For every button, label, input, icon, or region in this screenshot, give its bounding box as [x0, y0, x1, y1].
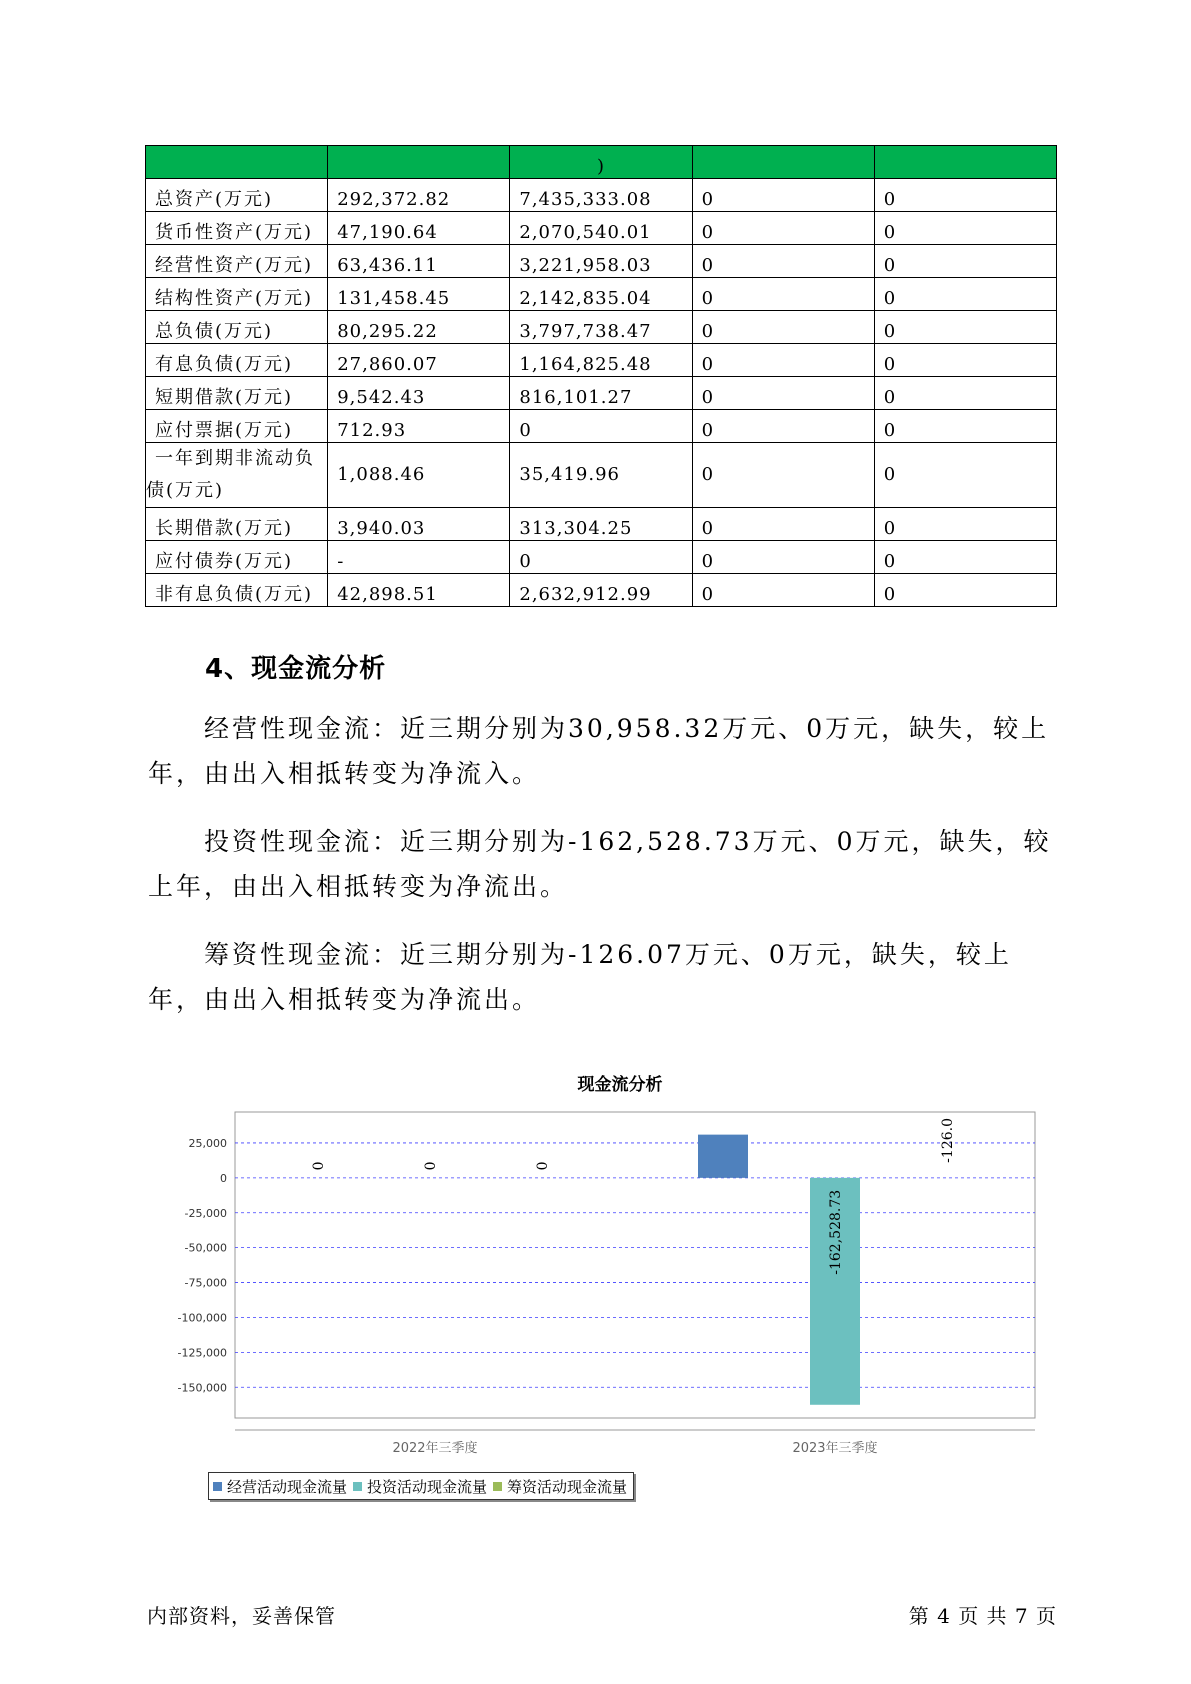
footer-confidential-note: 内部资料，妥善保管	[147, 1604, 336, 1628]
chart-title: 现金流分析	[577, 1075, 663, 1095]
table-cell: 0	[510, 541, 692, 574]
table-cell: 0	[692, 443, 874, 508]
table-cell: 0	[692, 377, 874, 410]
table-cell: 80,295.22	[328, 311, 510, 344]
table-row	[146, 541, 1057, 574]
data-label: -162,528.73	[828, 1189, 844, 1275]
table-cell: 63,436.11	[328, 245, 510, 278]
table-row	[146, 344, 1057, 377]
table-cell: 0	[874, 410, 1056, 443]
table-cell: 292,372.82	[328, 179, 510, 212]
table-row	[146, 179, 1057, 212]
table-cell: 0	[692, 245, 874, 278]
legend-label: 经营活动现金流量	[227, 1477, 348, 1496]
y-tick-label: -25,000	[184, 1206, 227, 1220]
table-cell: 0	[692, 278, 874, 311]
table-row-label: 有息负债(万元)	[146, 344, 328, 377]
chart-canvas	[150, 1048, 1050, 1468]
table-row	[146, 574, 1057, 607]
table-cell: 0	[510, 410, 692, 443]
table-cell: 35,419.96	[510, 443, 692, 508]
table-cell: 0	[874, 212, 1056, 245]
table-cell: 0	[874, 278, 1056, 311]
legend-label: 筹资活动现金流量	[507, 1477, 628, 1496]
table-cell: 2,070,540.01	[510, 212, 692, 245]
operating-cashflow-paragraph: 经营性现金流：近三期分别为30,958.32万元、0万元，缺失，较上年，由出入相抵转变为净流入。	[148, 714, 1050, 788]
table-row	[146, 443, 1057, 508]
table-row-label: 应付票据(万元)	[146, 410, 328, 443]
table-cell: 0	[692, 508, 874, 541]
table-cell: 0	[692, 344, 874, 377]
table-row-label: 总资产(万元)	[146, 179, 328, 212]
y-tick-label: -100,000	[177, 1311, 227, 1325]
legend-swatch	[353, 1482, 362, 1491]
table-cell: 1,088.46	[328, 443, 510, 508]
table-row	[146, 245, 1057, 278]
table-row-label: 总负债(万元)	[146, 311, 328, 344]
table-cell: 0	[692, 179, 874, 212]
legend-item	[213, 1476, 347, 1497]
table-cell: 0	[874, 541, 1056, 574]
table-cell: 0	[692, 311, 874, 344]
y-tick-label: -50,000	[184, 1241, 227, 1255]
y-tick-label: -125,000	[177, 1346, 227, 1360]
investing-cashflow-paragraph: 投资性现金流：近三期分别为-162,528.73万元、0万元，缺失，较上年，由出入相抵转变为净流出。	[148, 827, 1052, 901]
table-row	[146, 311, 1057, 344]
table-row-label: 长期借款(万元)	[146, 508, 328, 541]
y-tick-label: -75,000	[184, 1276, 227, 1290]
legend-item	[353, 1476, 487, 1497]
table-row	[146, 508, 1057, 541]
financing-cashflow-paragraph: 筹资性现金流：近三期分别为-126.07万元、0万元，缺失，较上年，由出入相抵转变为净流出。	[148, 940, 1012, 1014]
table-cell: 0	[692, 574, 874, 607]
table-row-label: 短期借款(万元)	[146, 377, 328, 410]
data-label: 0	[311, 1161, 327, 1171]
table-cell: 0	[874, 377, 1056, 410]
financial-table	[145, 145, 1057, 607]
table-cell: 0	[692, 410, 874, 443]
data-label: -126.0	[940, 1118, 956, 1163]
table-cell: 0	[874, 179, 1056, 212]
section-title: 4、现金流分析	[205, 654, 387, 684]
table-cell: 0	[874, 443, 1056, 508]
table-cell: 9,542.43	[328, 377, 510, 410]
x-category-label: 2022年三季度	[392, 1441, 478, 1456]
table-cell: 2,142,835.04	[510, 278, 692, 311]
table-cell: 0	[874, 344, 1056, 377]
table-cell: 42,898.51	[328, 574, 510, 607]
table-cell: 0	[692, 541, 874, 574]
table-header-cell	[146, 146, 328, 179]
table-cell: 0	[874, 245, 1056, 278]
plot-area	[235, 1112, 1035, 1418]
table-row	[146, 410, 1057, 443]
data-label: 0	[535, 1161, 551, 1171]
cashflow-chart	[150, 1048, 1050, 1508]
bar	[698, 1135, 748, 1178]
table-row-label: 一年到期非流动负债(万元)	[146, 443, 328, 508]
table-cell: 7,435,333.08	[510, 179, 692, 212]
table-row	[146, 377, 1057, 410]
table-cell: 0	[692, 212, 874, 245]
table-header-cell	[692, 146, 874, 179]
table-row-label: 经营性资产(万元)	[146, 245, 328, 278]
table-cell: -	[328, 541, 510, 574]
table-cell: 47,190.64	[328, 212, 510, 245]
table-row-label: 货币性资产(万元)	[146, 212, 328, 245]
table-row-label: 应付债券(万元)	[146, 541, 328, 574]
table-cell: 816,101.27	[510, 377, 692, 410]
table-cell: 712.93	[328, 410, 510, 443]
table-cell: 2,632,912.99	[510, 574, 692, 607]
table-cell: 3,940.03	[328, 508, 510, 541]
y-tick-label: 0	[220, 1171, 227, 1185]
chart-legend	[208, 1472, 634, 1500]
y-tick-label: -150,000	[177, 1381, 227, 1395]
legend-swatch	[493, 1482, 502, 1491]
table-cell: 1,164,825.48	[510, 344, 692, 377]
table-cell: 0	[874, 508, 1056, 541]
table-cell: 313,304.25	[510, 508, 692, 541]
table-row	[146, 278, 1057, 311]
table-header-cell	[328, 146, 510, 179]
legend-swatch	[213, 1482, 222, 1491]
table-header-cell: )	[510, 146, 692, 179]
table-header-cell	[874, 146, 1056, 179]
table-cell: 131,458.45	[328, 278, 510, 311]
table-header-row	[146, 146, 1057, 179]
x-category-label: 2023年三季度	[792, 1441, 878, 1456]
table-cell: 0	[874, 574, 1056, 607]
legend-label: 投资活动现金流量	[367, 1477, 488, 1496]
footer-page-number: 第 4 页 共 7 页	[908, 1604, 1057, 1628]
table-row-label: 非有息负债(万元)	[146, 574, 328, 607]
table-row-label: 结构性资产(万元)	[146, 278, 328, 311]
data-label: 0	[423, 1161, 439, 1171]
y-tick-label: 25,000	[188, 1136, 227, 1150]
table-cell: 3,221,958.03	[510, 245, 692, 278]
legend-item	[493, 1476, 627, 1497]
table-cell: 27,860.07	[328, 344, 510, 377]
table-row	[146, 212, 1057, 245]
table-cell: 0	[874, 311, 1056, 344]
table-cell: 3,797,738.47	[510, 311, 692, 344]
